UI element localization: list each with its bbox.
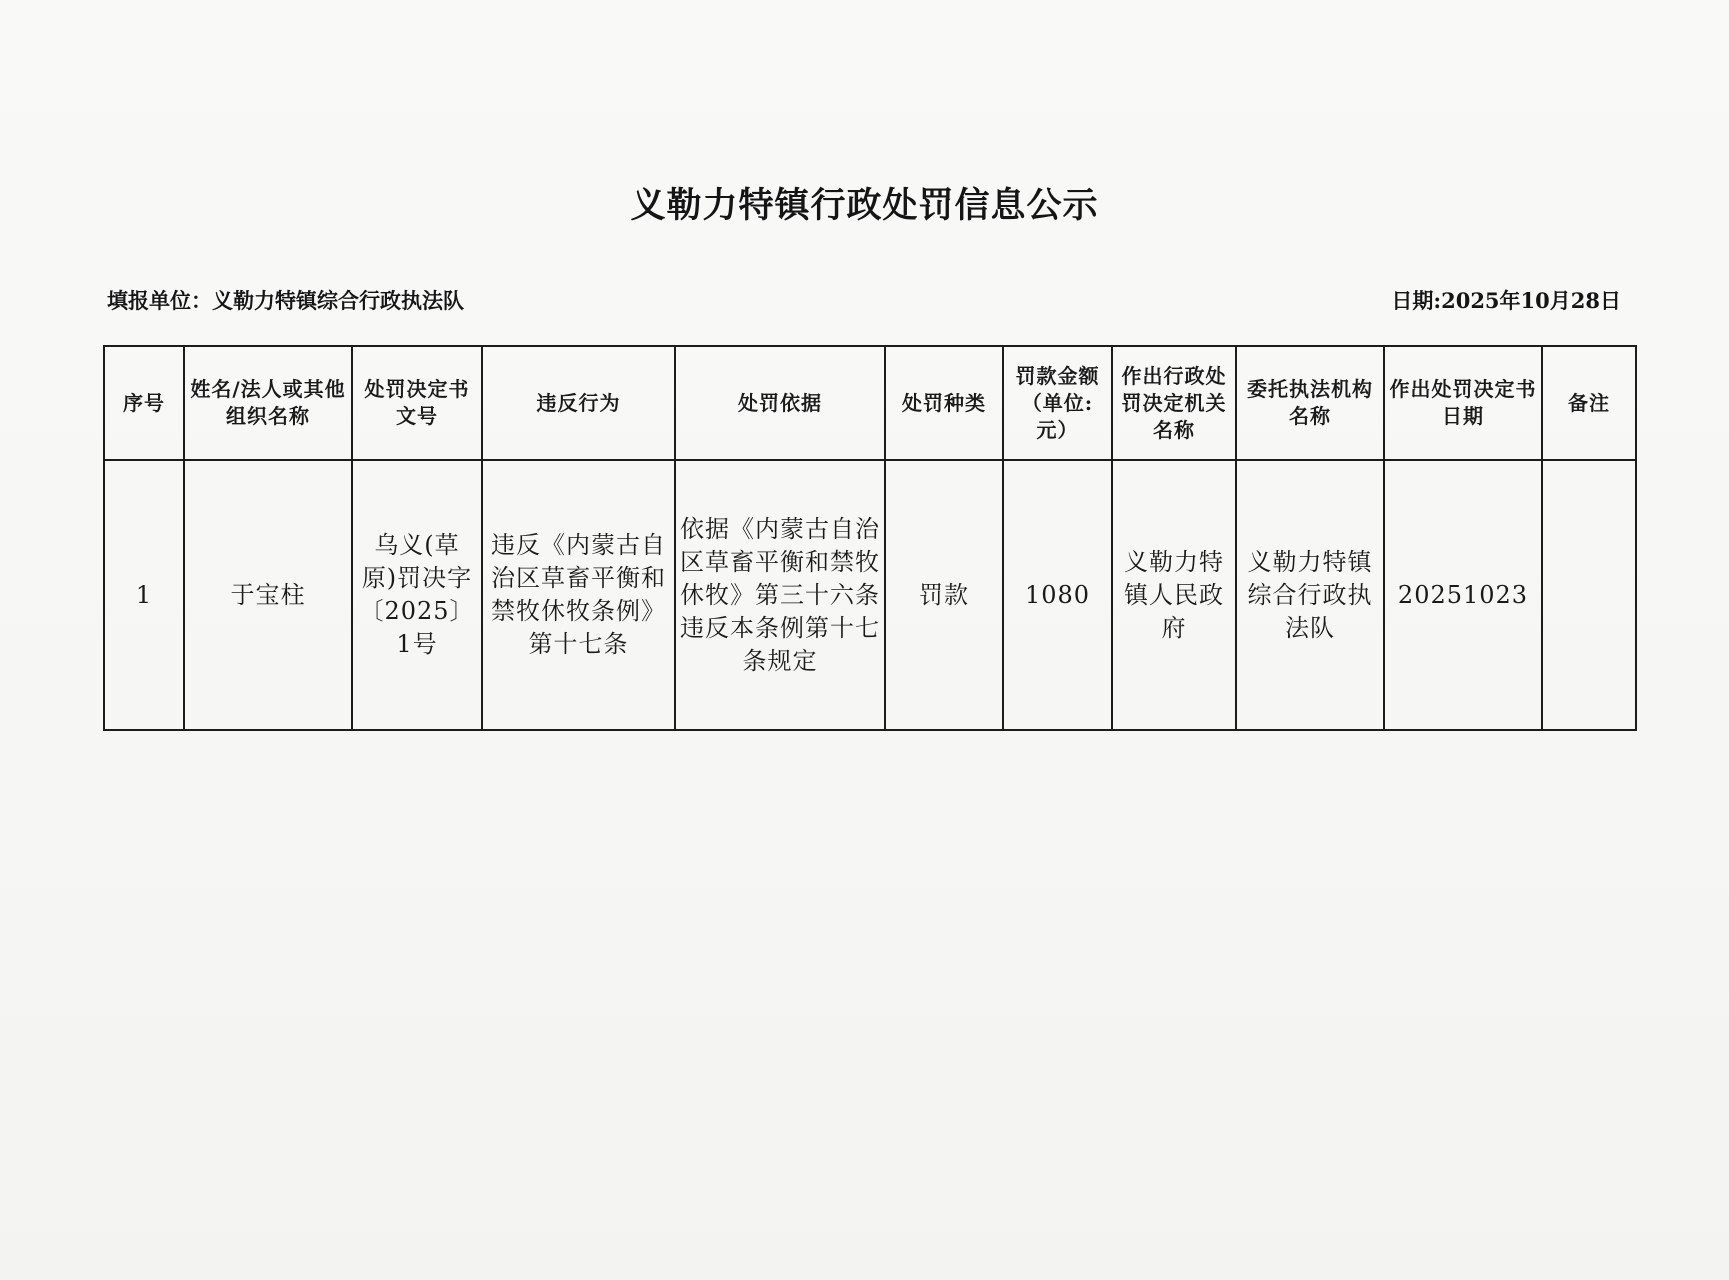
- header-authority: 作出行政处罚决定机关名称: [1112, 346, 1236, 460]
- cell-entrusted-agency: 义勒力特镇综合行政执法队: [1236, 460, 1384, 730]
- cell-amount: 1080: [1003, 460, 1112, 730]
- header-entrusted-agency: 委托执法机构名称: [1236, 346, 1384, 460]
- document-title: 义勒力特镇行政处罚信息公示: [630, 186, 1099, 226]
- cell-violation: 违反《内蒙古自治区草畜平衡和禁牧休牧条例》第十七条: [482, 460, 675, 730]
- header-penalty-type: 处罚种类: [885, 346, 1003, 460]
- header-decision-no: 处罚决定书文号: [352, 346, 482, 460]
- header-index: 序号: [104, 346, 184, 460]
- header-name: 姓名/法人或其他组织名称: [184, 346, 352, 460]
- header-basis: 处罚依据: [675, 346, 885, 460]
- report-date: 日期:2025年10月28日: [1391, 288, 1621, 313]
- penalty-table: [103, 345, 1637, 731]
- cell-decision-no: 乌义(草原)罚决字〔2025〕1号: [352, 460, 482, 730]
- header-violation: 违反行为: [482, 346, 675, 460]
- cell-authority: 义勒力特镇人民政府: [1112, 460, 1236, 730]
- cell-name: 于宝柱: [184, 460, 352, 730]
- cell-decision-date: 20251023: [1384, 460, 1542, 730]
- cell-index: 1: [104, 460, 184, 730]
- table-row: [104, 460, 1636, 730]
- header-amount: 罚款金额（单位:元）: [1003, 346, 1112, 460]
- header-remark: 备注: [1542, 346, 1636, 460]
- cell-remark: [1542, 460, 1636, 730]
- reporting-unit: 填报单位：义勒力特镇综合行政执法队: [107, 288, 464, 313]
- cell-penalty-type: 罚款: [885, 460, 1003, 730]
- table-header-row: [104, 346, 1636, 460]
- cell-basis: 依据《内蒙古自治区草畜平衡和禁牧休牧》第三十六条违反本条例第十七条规定: [675, 460, 885, 730]
- header-decision-date: 作出处罚决定书日期: [1384, 346, 1542, 460]
